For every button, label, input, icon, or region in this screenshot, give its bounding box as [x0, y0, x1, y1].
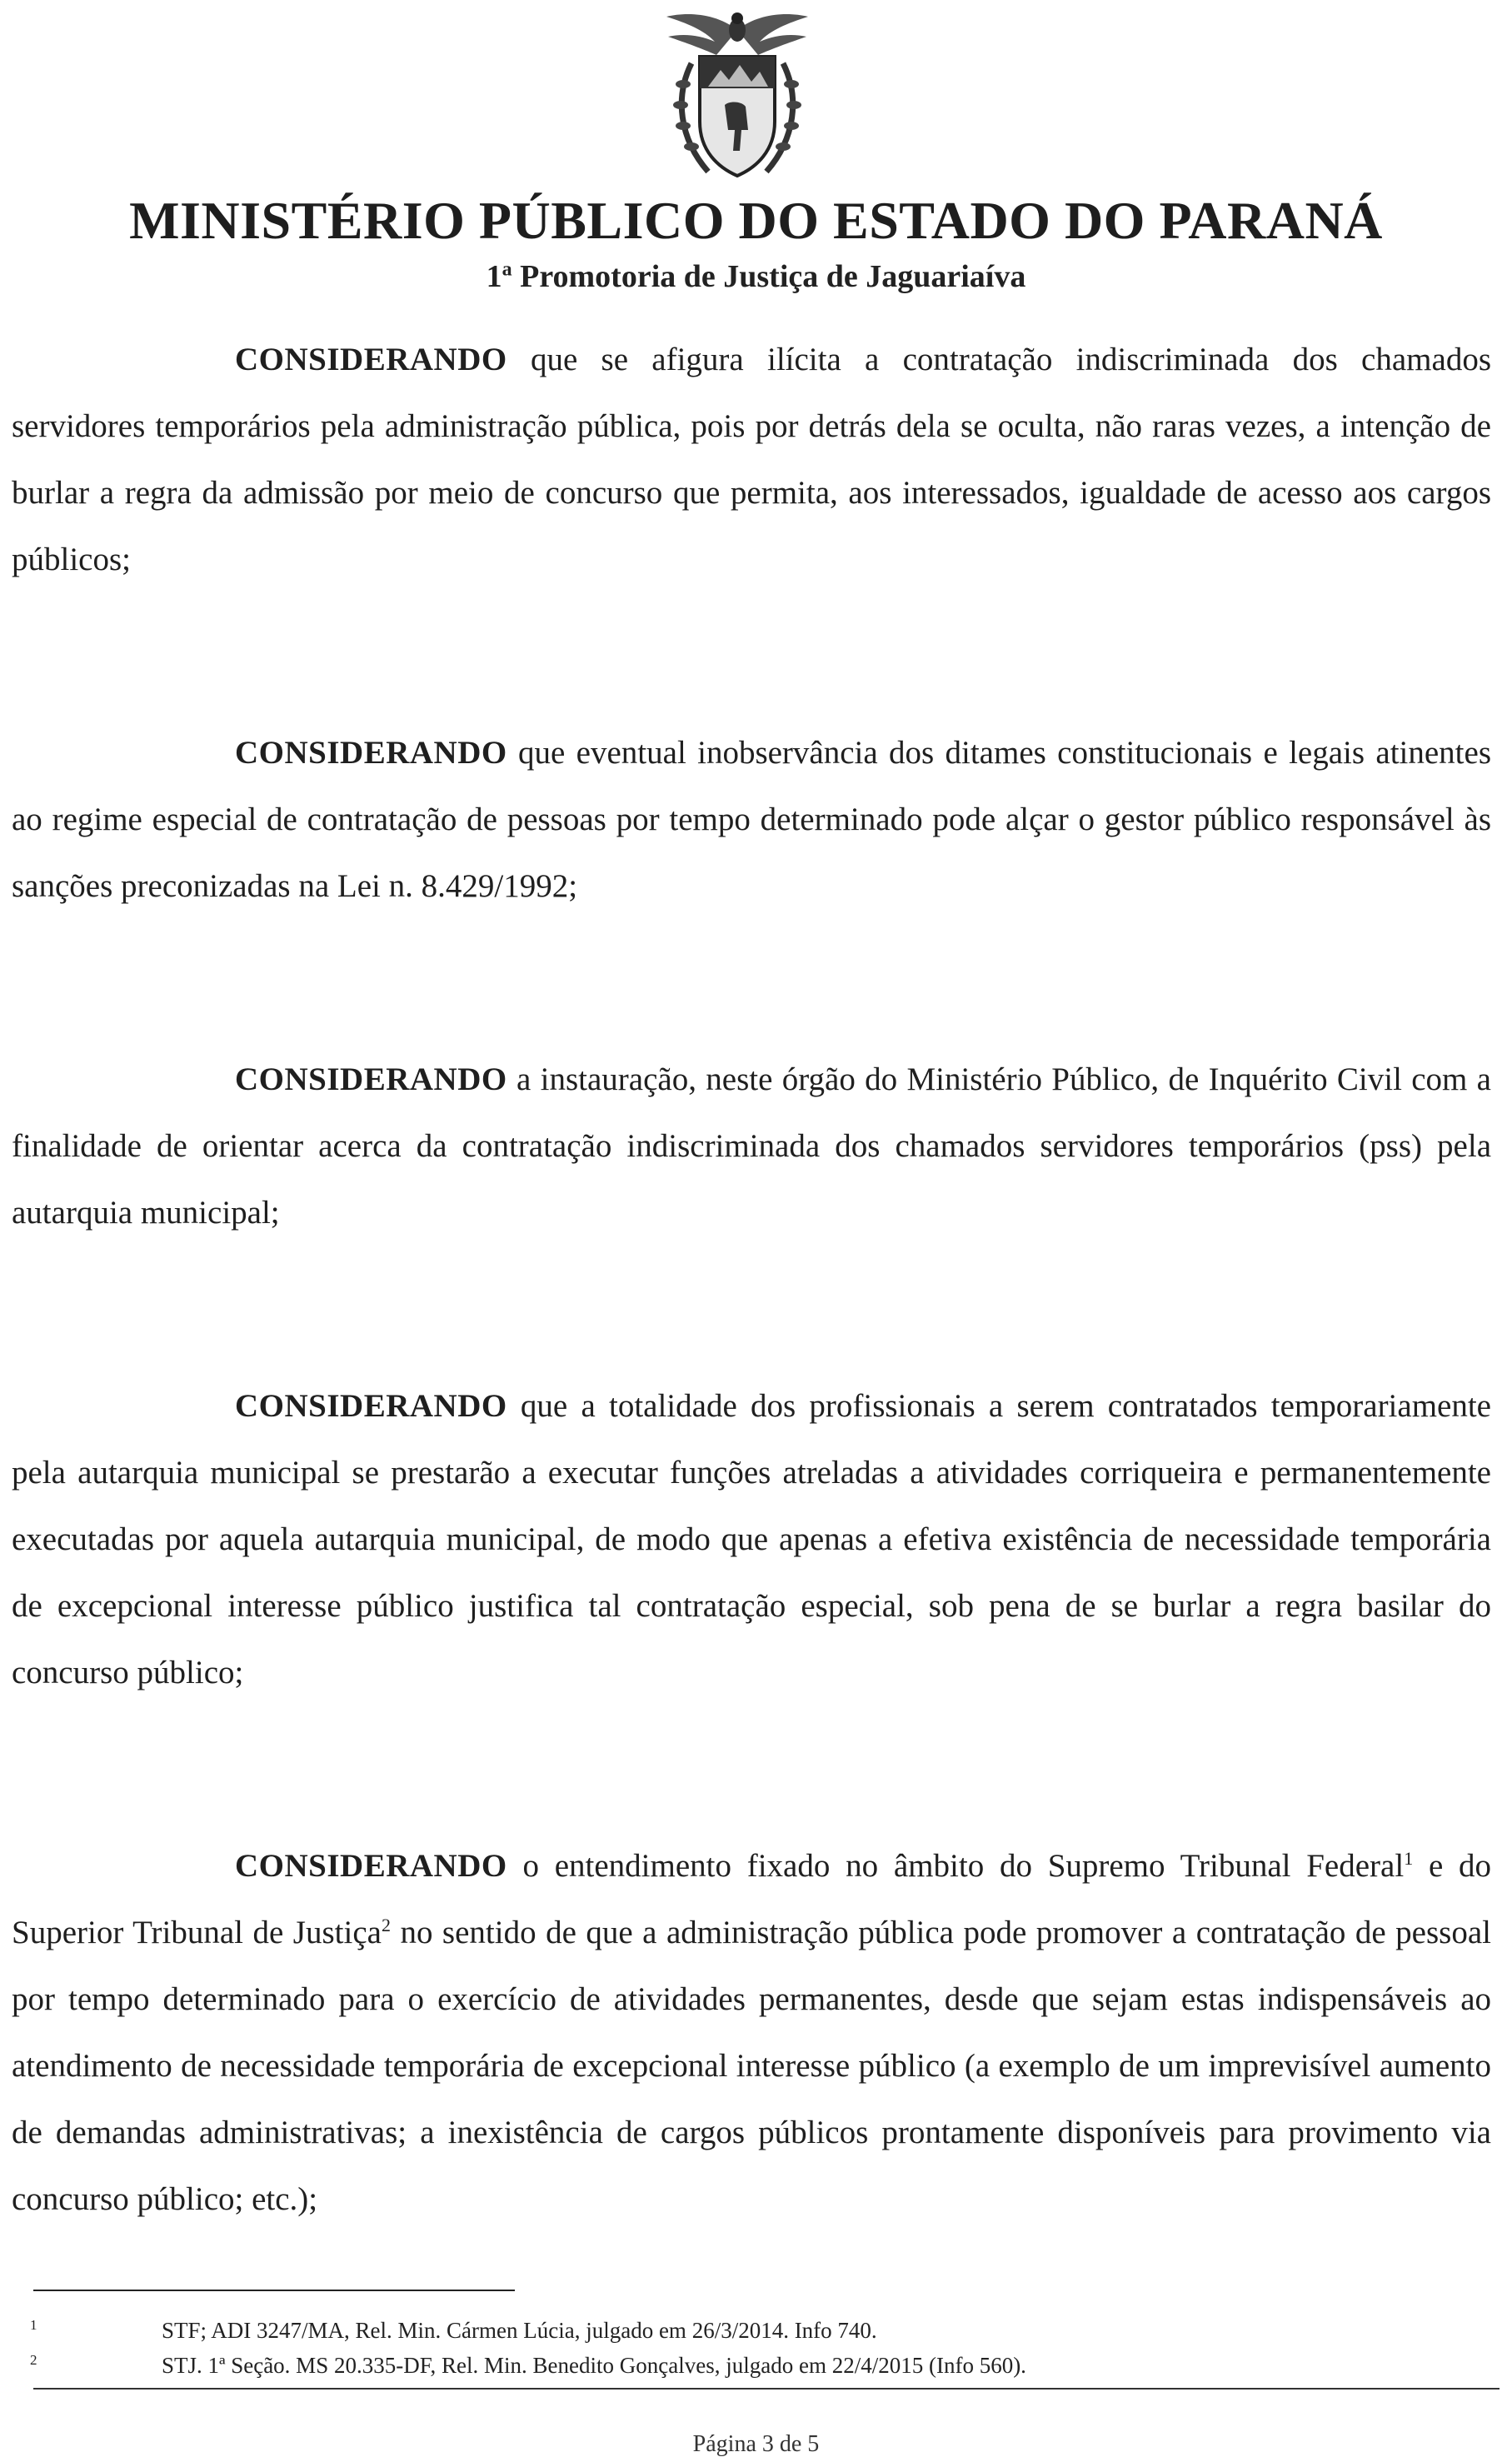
organization-subtitle [0, 258, 1512, 295]
footnote-ref-1[interactable]: 1 [1404, 1848, 1414, 1869]
footnote-text: STJ. 1ª Seção. MS 20.335-DF, Rel. Min. Benedito Gonçalves, julgado em 22/4/2015 (Info 560). [162, 2353, 1026, 2378]
organization-title: MINISTÉRIO PÚBLICO DO ESTADO DO PARANÁ [129, 191, 1383, 250]
paragraph-5 [12, 1833, 1491, 2233]
coat-of-arms-icon [650, 5, 825, 188]
footer-rule [33, 2388, 1500, 2390]
paragraph-text: que a totalidade dos profissionais a serem contratados temporariamente pela autarquia municipal se prestarão a executar funções atreladas a atividades corriqueira e permanentemente executadas por aquela autarquia municipal, de modo que apenas a efetiva existência de necessidade temporária de excepcional interesse público justifica tal contratação especial, sob pena de se burlar a regra basilar do concurso público; [12, 1388, 1491, 1690]
paragraph-1 [12, 327, 1491, 593]
paragraph-4 [12, 1373, 1491, 1706]
paragraph-lead: CONSIDERANDO [235, 342, 507, 377]
paragraph-lead: CONSIDERANDO [235, 735, 507, 771]
subtitle-number: 1 [486, 259, 502, 294]
paragraph-2 [12, 720, 1491, 920]
footnote-2 [30, 2348, 1496, 2383]
paragraph-text: que se afigura ilícita a contratação indiscriminada dos chamados servidores temporários pela administração pública, pois por detrás dela se oculta, não raras vezes, a intenção de burlar a regra da admissão por meio de concurso que permita, aos interessados, igualdade de acesso aos cargos públicos; [12, 342, 1491, 577]
page-number: Página 3 de 5 [692, 2431, 820, 2457]
footnote-text: STF; ADI 3247/MA, Rel. Min. Cármen Lúcia, julgado em 26/3/2014. Info 740. [162, 2318, 877, 2343]
footnotes [30, 2313, 1496, 2383]
footnote-number: 2 [30, 2352, 37, 2368]
paragraph-text-part1: o entendimento fixado no âmbito do Supremo Tribunal Federal [506, 1848, 1405, 1884]
paragraph-text-part2: e do Superior Tribunal de Justiça [12, 1848, 1492, 1950]
paragraph-text-part3: no sentido de que a administração pública pode promover a contratação de pessoal por tempo determinado para o exercício de atividades permanentes, desde que sejam estas indispensáveis ao atendimento de necessidade temporária de excepcional interesse público (a exemplo de um imprevisível aumento de demandas administrativas; a inexistência de cargos públicos prontamente disponíveis para provimento via concurso público; etc.); [12, 1915, 1491, 2217]
paragraph-text: a instauração, neste órgão do Ministério Público, de Inquérito Civil com a finalidade de orientar acerca da contratação indiscriminada dos chamados servidores temporários (pss) pela autarquia municipal; [12, 1061, 1491, 1231]
paragraph-lead: CONSIDERANDO [235, 1848, 507, 1884]
subtitle-ordinal: a [502, 258, 512, 281]
footnote-number: 1 [30, 2317, 37, 2333]
paragraph-lead: CONSIDERANDO [235, 1061, 507, 1097]
paragraph-text: que eventual inobservância dos ditames constitucionais e legais atinentes ao regime especial de contratação de pessoas por tempo determinado pode alçar o gestor público responsável às sanções preconizadas na Lei n. 8.429/1992; [12, 735, 1491, 904]
footnote-separator [33, 2290, 515, 2291]
paragraph-3 [12, 1046, 1491, 1246]
footnote-ref-2[interactable]: 2 [381, 1915, 391, 1935]
paragraph-lead: CONSIDERANDO [235, 1388, 507, 1424]
document-body [12, 327, 1491, 2360]
footnote-1 [30, 2313, 1496, 2348]
subtitle-text: Promotoria de Justiça de Jaguariaíva [520, 259, 1026, 294]
